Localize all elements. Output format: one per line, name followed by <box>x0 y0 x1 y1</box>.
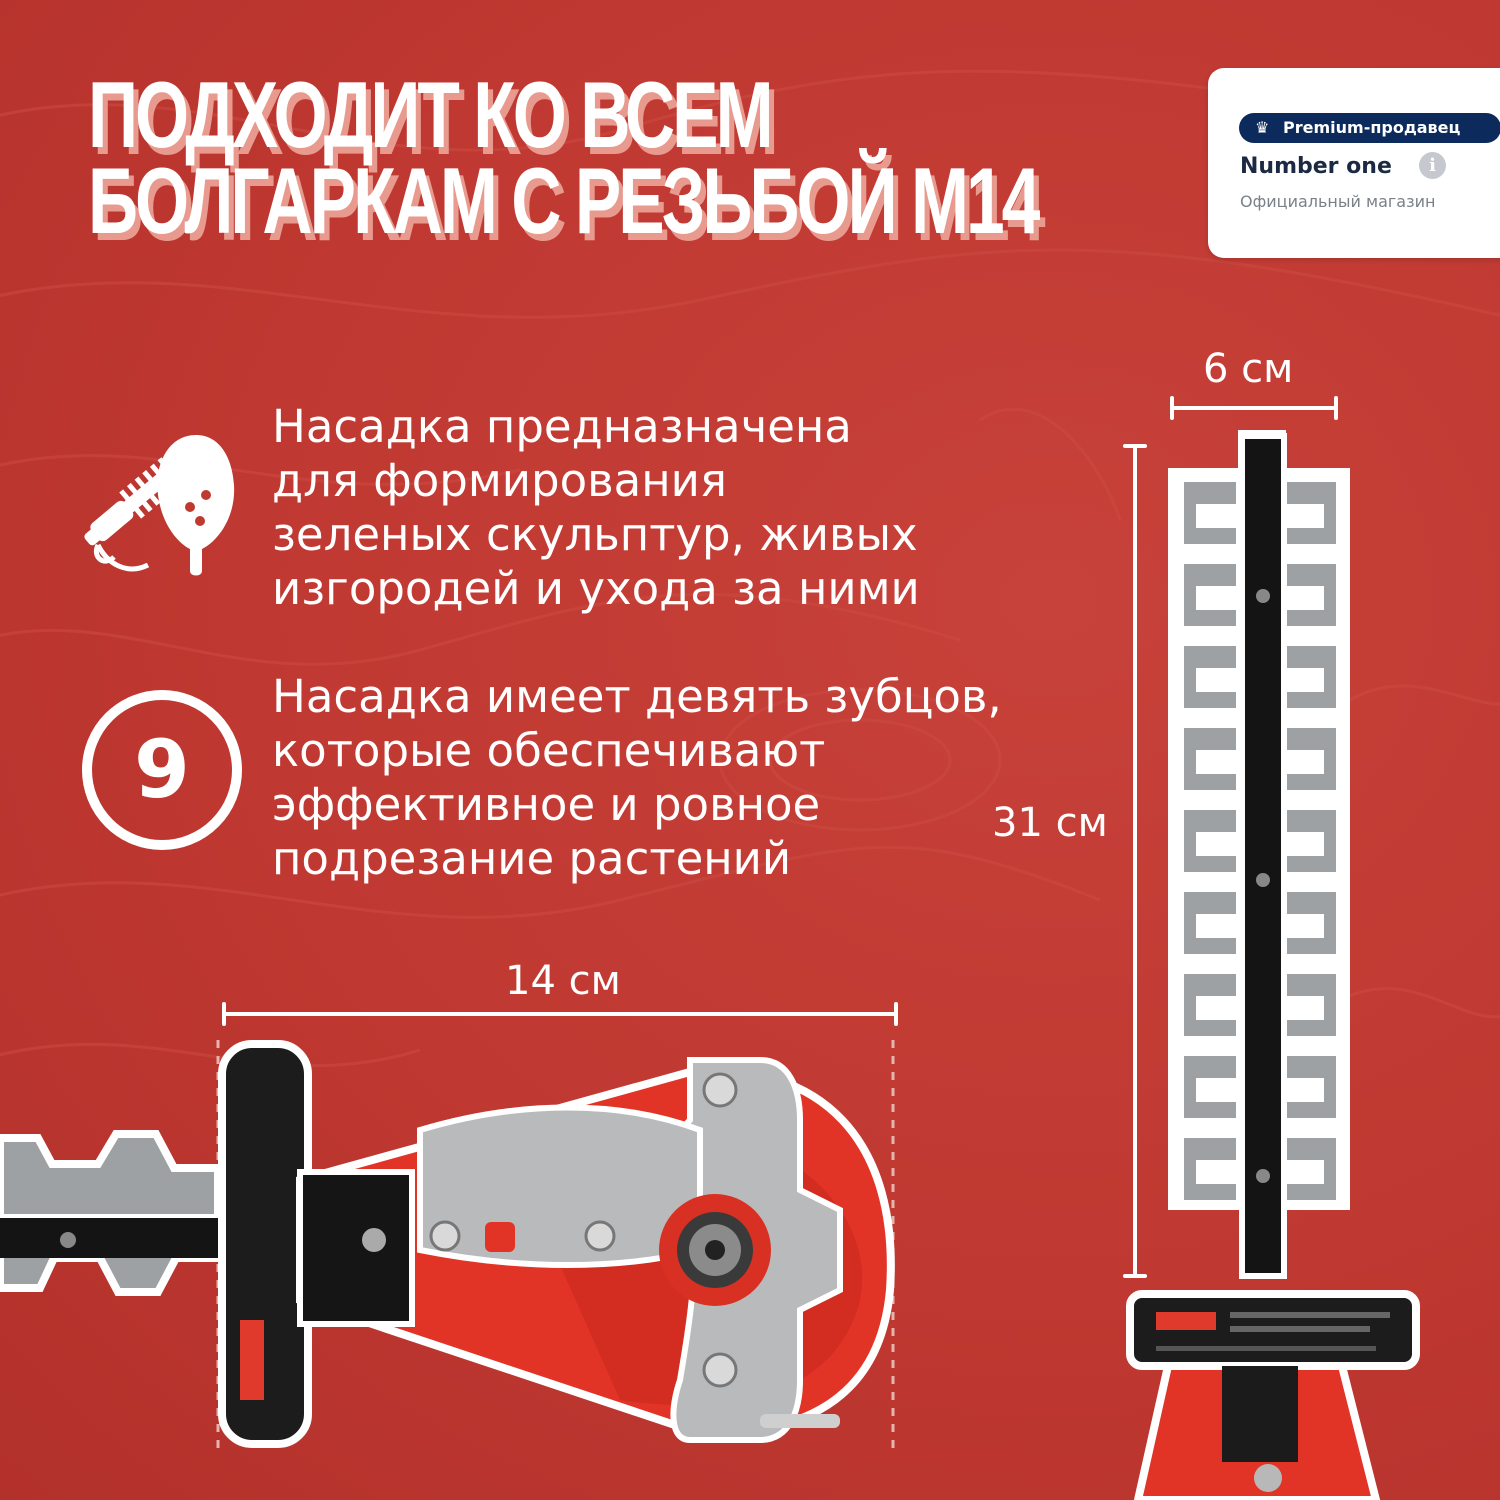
length-dimension-label: 31 см <box>992 800 1108 846</box>
nine-digit: 9 <box>134 723 190 816</box>
headline-line-1: ПОДХОДИТ КО ВСЕМ <box>88 62 771 167</box>
seller-subtitle: Официальный магазин <box>1240 192 1436 211</box>
headline-line-2: БОЛГАРКАМ С РЕЗЬБОЙ М14 <box>88 148 1038 253</box>
crown-icon: ♛ <box>1255 118 1270 137</box>
mount-assembly <box>0 1044 891 1444</box>
seller-name: Number one <box>1240 154 1392 179</box>
feature-text-teeth: Насадка имеет девять зубцов, которые обеспечивают эффективное и ровное подрезание растений <box>272 670 1002 885</box>
mount-dimension-label: 14 см <box>505 958 621 1004</box>
vertical-blade <box>1130 430 1416 1500</box>
info-icon[interactable]: i <box>1419 152 1446 179</box>
feature-text-purpose: Насадка предназначена для формирования зеленых скульптур, живых изгородей и ухода за ними <box>272 400 920 615</box>
width-dimension-label: 6 см <box>1203 346 1294 392</box>
premium-seller-label: Premium-продавец <box>1283 118 1461 137</box>
